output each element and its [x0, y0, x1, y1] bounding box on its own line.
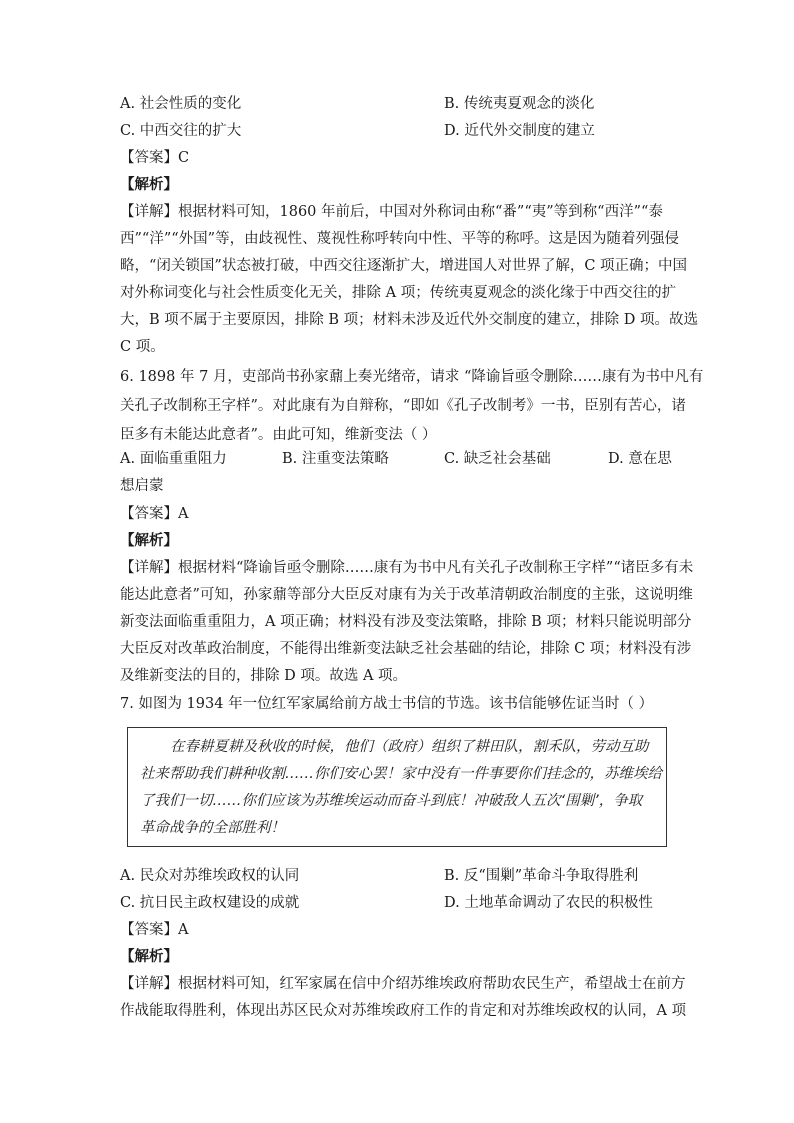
q6-option-d-continued: 想启蒙 [120, 478, 164, 494]
q7-option-a: A. 民众对苏维埃政权的认同 [120, 868, 300, 884]
q6-option-b: B. 注重变法策略 [282, 451, 389, 467]
q7-stem: 7. 如图为 1934 年一位红军家属给前方战士书信的节选。该书信能够佐证当时（ ） [120, 696, 654, 712]
q7-letter-excerpt-box [127, 727, 667, 847]
q6-detail-line: 大臣反对改革政治制度，不能得出维新变法缺乏社会基础的结论，排除 C 项；材料没有涉 [120, 641, 692, 657]
q7-answer: 【答案】A [120, 922, 189, 938]
letter-line: 了我们一切……你们应该为苏维埃运动而奋斗到底！冲破敌人五次‘围剿’，争取 [140, 793, 643, 809]
q5-option-c: C. 中西交往的扩大 [120, 123, 242, 139]
q6-detail-line: 及维新变法的目的，排除 D 项。故选 A 项。 [120, 668, 408, 684]
q5-detail-line: 略，“闭关锁国”状态被打破，中西交往逐渐扩大，增进国人对世界了解，C 项正确；中国 [120, 258, 688, 274]
letter-line: 革命战争的全部胜利！ [140, 820, 285, 836]
q6-detail-line: 【详解】根据材料“降谕旨亟令删除……康有为书中凡有关孔子改制称王字样”“诸臣多有未 [120, 560, 694, 576]
letter-line: 在春耕夏耕及秋收的时候，他们（政府）组织了耕田队，割禾队，劳动互助 [170, 739, 649, 755]
q5-detail-line: 大，B 项不属于主要原因，排除 B 项；材料未涉及近代外交制度的建立，排除 D 项。故选 [120, 312, 698, 328]
q6-stem-line: 关孔子改制称王字样”。对此康有为自辩称，“即如《孔子改制考》一书，臣别有苦心，诸 [120, 398, 686, 414]
letter-line: 社来帮助我们耕种收割……你们安心罢！家中没有一件事要你们挂念的，苏维埃给 [140, 766, 662, 782]
q5-answer: 【答案】C [120, 150, 190, 166]
q5-detail-line: 对外称词变化与社会性质变化无关，排除 A 项；传统夷夏观念的淡化缘于中西交往的扩 [120, 285, 677, 301]
q5-option-a: A. 社会性质的变化 [120, 96, 242, 112]
q5-analysis-label: 【解析】 [120, 176, 178, 193]
q7-detail-line: 【详解】根据材料可知，红军家属在信中介绍苏维埃政府帮助农民生产，希望战士在前方 [120, 976, 686, 992]
q6-option-d: D. 意在思 [608, 451, 672, 467]
q5-detail-line: 【详解】根据材料可知，1860 年前后，中国对外称词由称“番”“夷”等到称“西洋”“泰 [120, 204, 663, 220]
q6-answer: 【答案】A [120, 506, 189, 522]
q5-option-b: B. 传统夷夏观念的淡化 [444, 96, 595, 112]
q6-analysis-label: 【解析】 [120, 532, 178, 549]
q5-detail-line: 西”“洋”“外国”等，由歧视性、蔑视性称呼转向中性、平等的称呼。这是因为随着列强侵 [120, 231, 680, 247]
q7-option-b: B. 反“围剿”革命斗争取得胜利 [444, 868, 639, 884]
q6-detail-line: 新变法面临重重阻力，A 项正确；材料没有涉及变法策略，排除 B 项；材料只能说明部分 [120, 614, 692, 630]
q5-option-d: D. 近代外交制度的建立 [444, 123, 595, 139]
q7-option-d: D. 土地革命调动了农民的积极性 [444, 895, 653, 911]
q6-option-c: C. 缺乏社会基础 [444, 451, 551, 467]
q6-stem-line: 6. 1898 年 7 月，吏部尚书孙家鼐上奏光绪帝，请求 “降谕旨亟令删除……康有为书中凡有 [120, 369, 704, 385]
q6-option-a: A. 面临重重阻力 [120, 451, 227, 467]
q7-analysis-label: 【解析】 [120, 948, 178, 965]
q6-stem-line: 臣多有未能达此意者”。由此可知，维新变法（ ） [120, 427, 437, 443]
q7-detail-line: 作战能取得胜利，体现出苏区民众对苏维埃政府工作的肯定和对苏维埃政权的认同，A 项 [120, 1003, 687, 1019]
q5-detail-line: C 项。 [120, 339, 165, 355]
q6-detail-line: 能达此意者”可知，孙家鼐等部分大臣反对康有为关于改革清朝政治制度的主张，这说明维 [120, 587, 693, 603]
q7-option-c: C. 抗日民主政权建设的成就 [120, 895, 300, 911]
